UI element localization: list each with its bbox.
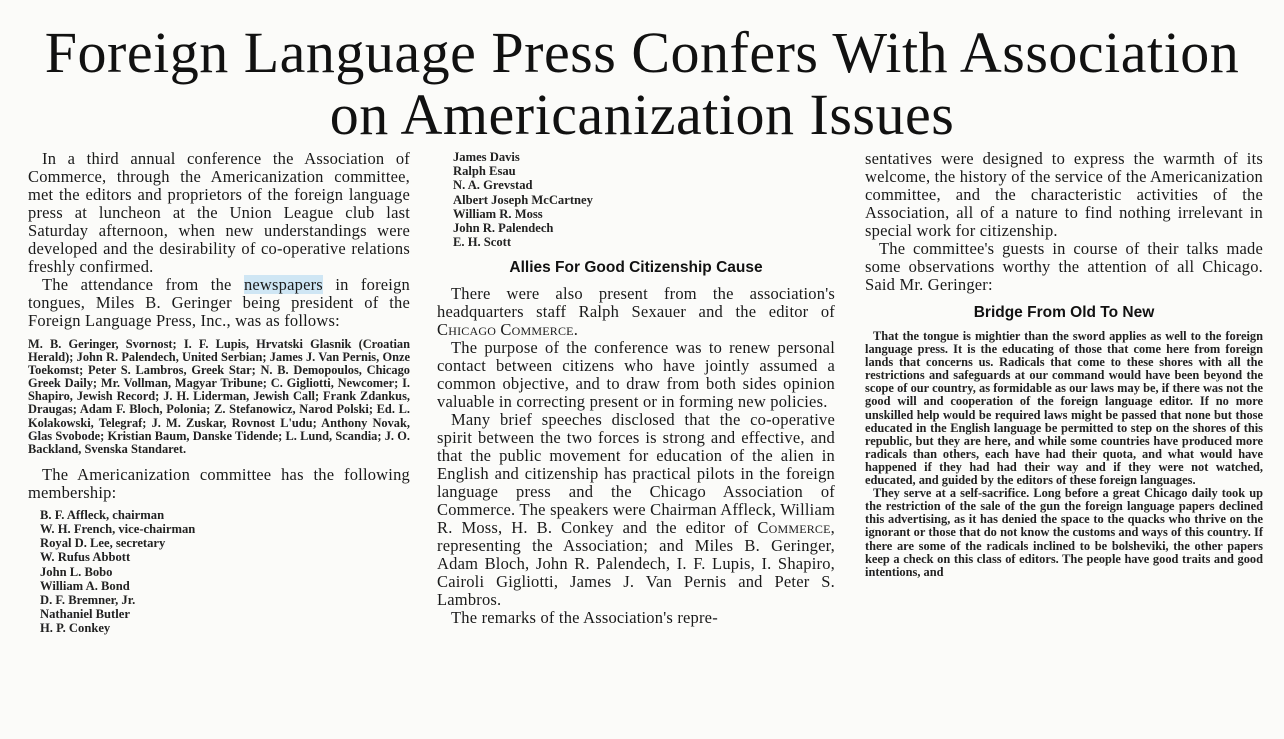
text-span: There were also present from the association's headquarters staff Ralph Sexauer and the editor of — [437, 284, 835, 322]
list-item: W. Rufus Abbott — [40, 550, 131, 565]
paragraph-speeches — [437, 411, 835, 609]
column-2 — [437, 150, 835, 627]
text-span: , representing the Association; and Miles B. Geringer, Adam Bloch, John R. Palendech, I. F. Lupis, I. Shapiro, Cairoli Gigliotti, James J. Van Pernis and Peter S. Lambros. — [437, 518, 835, 610]
paragraph-intro: In a third annual conference the Association of Commerce, through the Americanization committee, met the editors and proprietors of the foreign language press at luncheon at the Union League club last Saturday afternoon, when new understandings were developed and the desirability of co-operative relations freshly confirmed. — [28, 149, 410, 276]
text-span: . — [573, 320, 579, 340]
paragraph-representatives: sentatives were designed to express the warmth of its welcome, the history of the service of the Americanization committee, and the characteristic activities of the Association, all of a nature to find nothing irrelevant in special work for citizenship. — [865, 149, 1263, 240]
text-span: in foreign tongues, Miles B. Geringer being president of the Foreign Language Press, Inc., was as follows: — [28, 275, 410, 330]
list-item: William A. Bond — [40, 578, 130, 593]
column-1 — [28, 150, 410, 636]
highlighted-word: newspapers — [243, 275, 323, 294]
paragraph-present — [437, 285, 835, 339]
attendance-list: M. B. Geringer, Svornost; I. F. Lupis, Hrvatski Glasnik (Croatian Herald); John R. Palendech, United Serbian; James J. Van Pernis, Onze Toekomst; Peter S. Lambros, Greek Star; N. B. Demopoulos, Chicago Greek Daily; Mr. Vollman, Magyar Tribune; C. Gigliotti, Newcomer; I. Shapiro, Jewish Record; J. H. Liderman, Jewish Call; Frank Zdankus, Draugas; Adam F. Bloch, Polonia; Z. Stefanowicz, Narod Polski; Ed. L. Kolakowski, Telegraf; J. M. Zuskar, Rovnost L'udu; Anthony Novak, Glas Svobode; Kristian Baum, Danske Tidende; L. Lund, Scandia; J. O. Backland, Svenska Standaret. — [28, 337, 410, 456]
list-item: John R. Palendech — [453, 221, 554, 236]
paragraph-attendance-intro — [28, 276, 410, 330]
committee-member-list — [40, 508, 410, 636]
list-item: Nathaniel Butler — [40, 607, 130, 622]
quote-paragraph-2: They serve at a self-sacrifice. Long before a great Chicago daily took up the restriction of the sale of the gun the foreign language papers declined this advertising, as it has denied the space to the quacks who thrive on the ignorant or those that do not know the customs and ways of this country. If there are some of the radicals inclined to be bolsheviki, the other papers keep a check on this class of editors. The people have good traits and good intentions, and — [865, 486, 1263, 579]
list-item: D. F. Bremner, Jr. — [40, 593, 136, 608]
quote-paragraph-1: That the tongue is mightier than the sword applies as well to the foreign language press. It is the educating of those that come here from foreign lands that concerns us. Radicals that come to these shores with all the restrictions and safeguards at our command would have been beyond the scope of our country, as formidable as our laws may be, if there was not the good will and cooperation of the foreign language editor. If no more unskilled help would be required laws might be passed that none but those educated in the English language be permitted to step on the shores of this republic, but they are here, and while some countries have produced more radicals than others, each have had their quota, and what would have happened if they had had their way and if they were not watched, educated, and guided by the editors of these foreign languages. — [865, 329, 1263, 488]
committee-member-list-continued — [453, 150, 835, 249]
text-span: The attendance from the — [42, 275, 244, 294]
paragraph-remarks: The remarks of the Association's repre- — [451, 608, 718, 628]
publication-name: Chicago Commerce — [437, 320, 574, 340]
list-item: N. A. Grevstad — [453, 178, 533, 193]
headline-line-1: Foreign Language Press Confers With Association — [44, 20, 1240, 85]
text-span: Many brief speeches disclosed that the co-operative spirit between the two forces is strong and effective, and that the public movement for education of the alien in English and citizenship has practical pilots in the foreign language press and the Chicago Association of Commerce. The speakers were Chairman Affleck, William R. Moss, H. B. Conkey and the editor of — [437, 410, 835, 538]
list-item: Royal D. Lee, secretary — [40, 536, 166, 551]
paragraph-committee-intro: The Americanization committee has the following membership: — [28, 464, 410, 502]
list-item: B. F. Affleck, chairman — [40, 507, 165, 522]
paragraph-purpose: The purpose of the conference was to renew personal contact between citizens who have jointly assumed a common objective, and to draw from both sides opinion valuable in correcting present or in forming new policies. — [437, 338, 835, 412]
article-headline — [0, 22, 1284, 146]
subheading-bridge: Bridge From Old To New — [973, 304, 1155, 321]
list-item: John L. Bobo — [40, 564, 113, 579]
list-item: James Davis — [453, 150, 520, 164]
column-3 — [865, 150, 1263, 579]
list-item: W. H. French, vice-chairman — [40, 522, 196, 537]
list-item: E. H. Scott — [453, 235, 512, 250]
list-item: H. P. Conkey — [40, 621, 111, 636]
paragraph-guests: The committee's guests in course of their talks made some observations worthy the attention of all Chicago. Said Mr. Geringer: — [865, 239, 1263, 294]
headline-line-2: on Americanization Issues — [329, 82, 955, 147]
publication-name: Commerce — [757, 518, 831, 538]
list-item: William R. Moss — [453, 206, 543, 221]
list-item: Ralph Esau — [453, 164, 516, 179]
subheading-allies: Allies For Good Citizenship Cause — [509, 259, 763, 277]
list-item: Albert Joseph McCartney — [453, 192, 593, 207]
